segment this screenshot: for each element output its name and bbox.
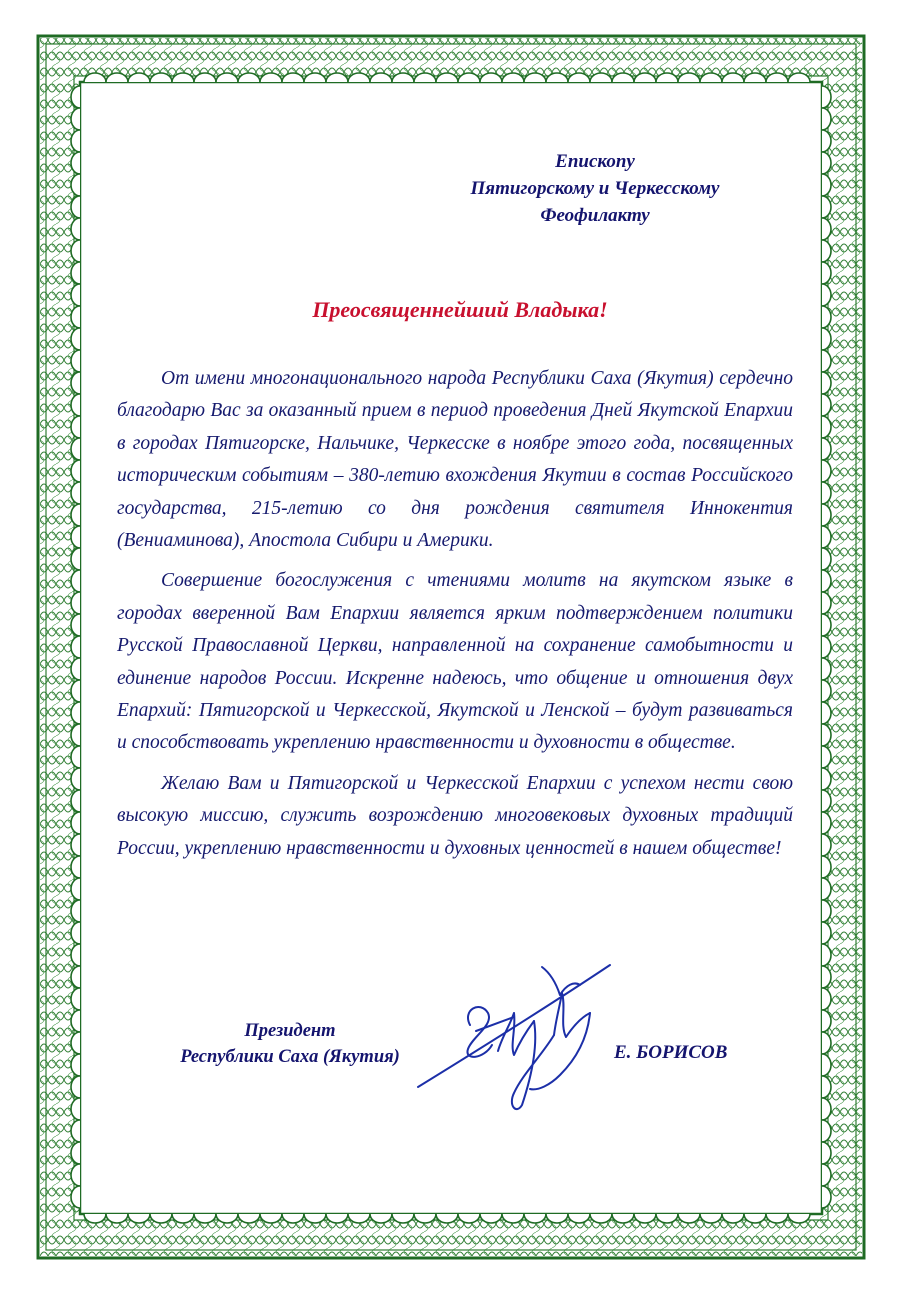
addressee-line-3: Феофилакту: [540, 205, 650, 226]
addressee-line-2: Пятигорскому и Черкесскому: [470, 178, 720, 199]
addressee-block: [430, 148, 760, 229]
letter-body: [117, 363, 793, 873]
signatory-title: [140, 1018, 440, 1070]
signature-icon: [410, 955, 640, 1125]
addressee-line-1: Епископу: [555, 151, 635, 172]
signatory-name: Е. БОРИСОВ: [614, 1042, 728, 1063]
signatory-title-line-2: Республики Саха (Якутия): [180, 1047, 400, 1067]
signatory-title-line-1: Президент: [244, 1021, 336, 1041]
salutation: Преосвященнейший Владыка!: [312, 297, 608, 322]
body-paragraph-2: Совершение богослужения с чтениями молитв на якутском языке в городах вверенной Вам Епархии является ярким подтверждением политики Русской Православной Церкви, направленной на сохранение самобытности и единение народов России. Искренне надеюсь, что общение и отношения двух Епархий: Пятигорской и Черкесской, Якутской и Ленской – будут развиваться и способствовать укреплению нравственности и духовности в обществе.: [117, 570, 793, 754]
body-paragraph-1: От имени многонационального народа Республики Саха (Якутия) сердечно благодарю Вас за оказанный прием в период проведения Дней Якутской Епархии в городах Пятигорске, Нальчике, Черкесске в ноябре этого года, посвященных историческим событиям – 380-летию вхождения Якутии в состав Российского государства, 215-летию со дня рождения святителя Иннокентия (Вениаминова), Апостола Сибири и Америки.: [117, 368, 793, 552]
body-paragraph-3: Желаю Вам и Пятигорской и Черкесской Епархии с успехом нести свою высокую миссию, служить возрождению многовековых духовных традиций России, укреплению нравственности и духовных ценностей в нашем обществе!: [117, 772, 793, 859]
